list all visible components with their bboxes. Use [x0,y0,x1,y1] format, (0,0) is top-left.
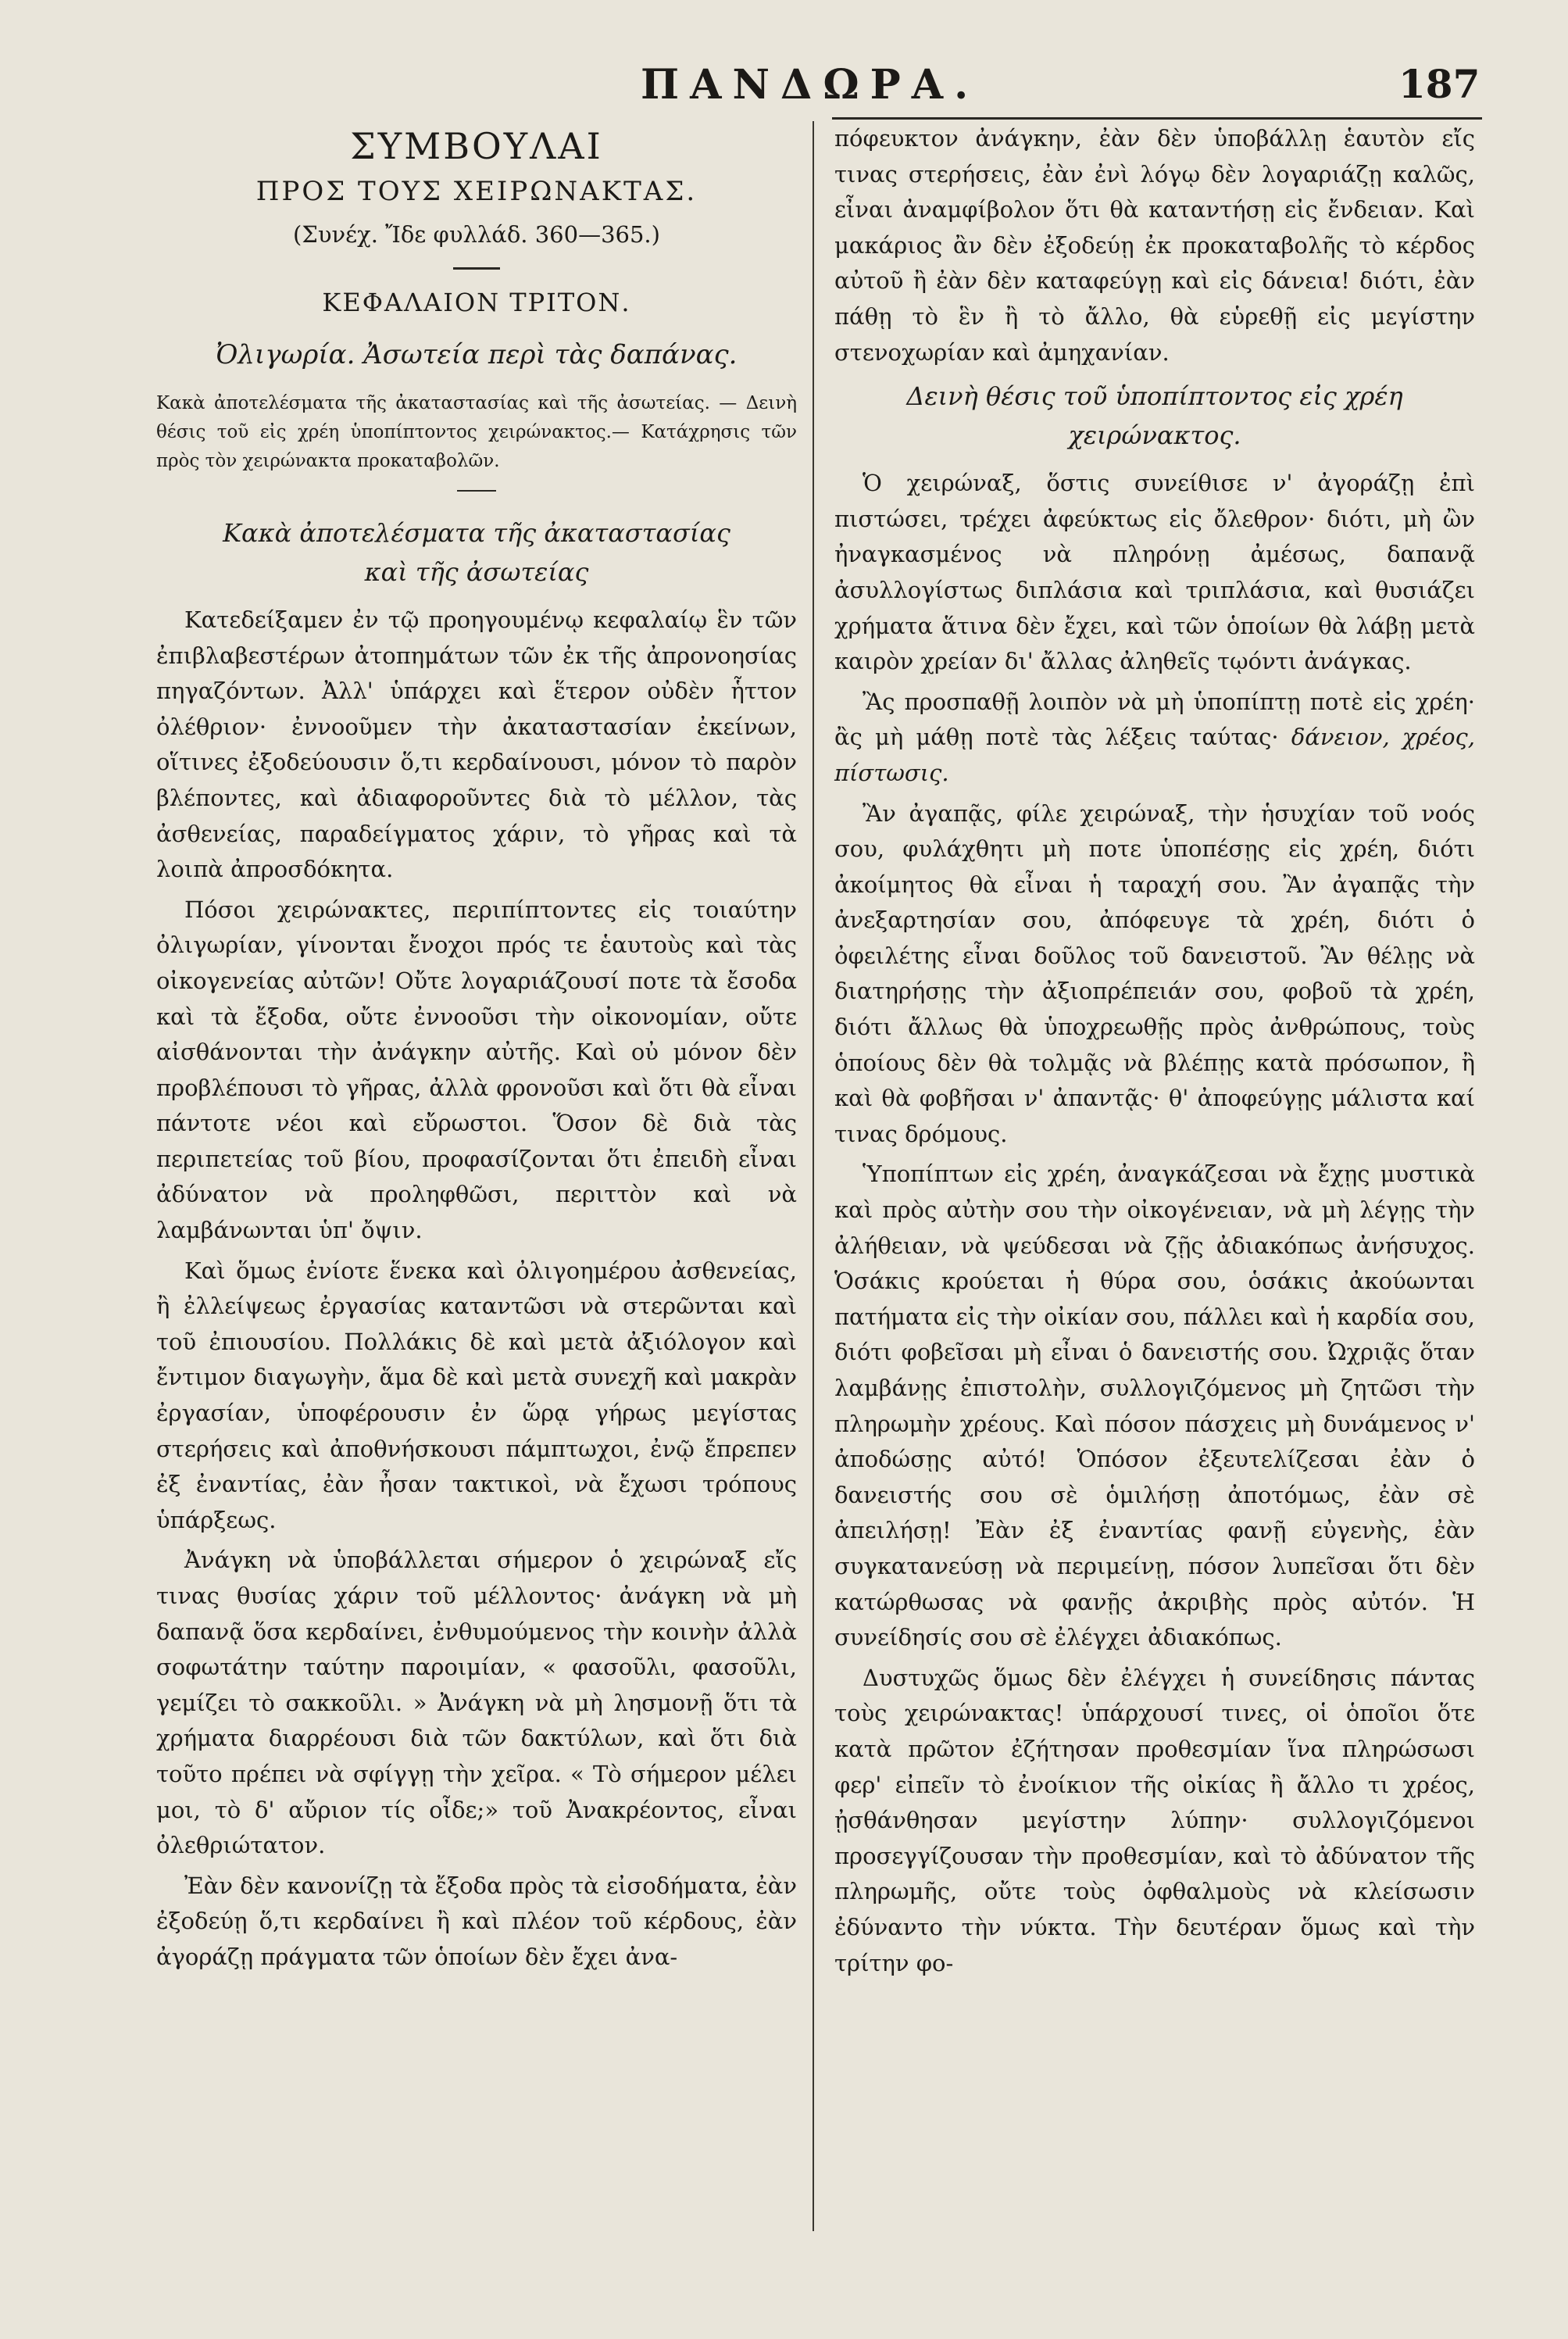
paragraph: Ἂν ἀγαπᾷς, φίλε χειρώναξ, τὴν ἡσυχίαν τοῦ νοός σου, φυλάχθητι μὴ ποτε ὑποπέσῃς εἰς χρέη, διότι ἀκοίμητος θὰ εἶναι ἡ ταραχή σου. Ἂν ἀγαπᾷς τὴν ἀνεξαρτησίαν σου, ἀπόφευγε τὰ χρέη, διότι ὁ ὀφειλέτης εἶναι δοῦλος τοῦ δανειστοῦ. Ἂν θέλῃς νὰ διατηρήσῃς τὴν ἀξιοπρέπειάν σου, φοβοῦ τὰ χρέη, διότι ἄλλως θὰ ὑποχρεωθῇς πρὸς ἀνθρώπους, τοὺς ὁποίους δὲν θὰ τολμᾷς νὰ βλέπῃς κατὰ πρόσωπον, ἢ καὶ θὰ φοβῆσαι ν' ἀπαντᾷς· θ' ἀποφεύγῃς μάλιστα καί τινας δρόμους. [834,799,1475,1147]
paragraph: Καὶ ὅμως ἐνίοτε ἕνεκα καὶ ὀλιγοημέρου ἀσθενείας, ἢ ἐλλείψεως ἐργασίας καταντῶσι νὰ στερῶνται καὶ τοῦ ἐπιουσίου. Πολλάκις δὲ καὶ μετὰ ἀξιόλογον καὶ ἔντιμον διαγωγὴν, ἅμα δὲ καὶ μετὰ συνεχῆ καὶ μακρὰν ἐργασίαν, ὑποφέρουσιν ἐν ὥρᾳ γήρως μεγίστας στερήσεις καὶ ἀποθνήσκουσι πάμπτωχοι, ἐνῷ ἔπρεπεν ἐξ ἐναντίας, ἐὰν ἦσαν τακτικοὶ, νὰ ἔχωσι τρόπους ὑπάρξεως. [156,1257,797,1533]
paragraph [834,685,1475,792]
paragraph: πόφευκτον ἀνάγκην, ἐὰν δὲν ὑποβάλλῃ ἑαυτὸν εἴς τινας στερήσεις, ἐὰν ἐνὶ λόγῳ δὲν λογαριάζῃ καλῶς, εἶναι ἀναμφίβολον ὅτι θὰ καταντήσῃ εἰς ἔνδειαν. Καὶ μακάριος ἂν δὲν ἐξοδεύῃ ἐκ προκαταβολῆς τὸ κέρδος αὐτοῦ ἢ ἐὰν δὲν καταφεύγῃ καὶ εἰς δάνεια! διότι, ἐὰν πάθῃ τὸ ἓν ἢ τὸ ἄλλο, θὰ εὑρεθῇ εἰς μεγίστην στενοχωρίαν καὶ ἀμηχανίαν. [834,125,1475,366]
chapter-summary: Κακὰ ἀποτελέσματα τῆς ἀκαταστασίας καὶ τῆς ἀσωτείας. — Δεινὴ θέσις τοῦ εἰς χρέη ὑποπίπτοντος χειρώνακτος.— Κατάχρησις τῶν πρὸς τὸν χειρώνακτα προκαταβολῶν. [156,392,797,471]
paragraph: Κατεδείξαμεν ἐν τῷ προηγουμένῳ κεφαλαίῳ ἓν τῶν ἐπιβλαβεστέρων ἀτοπημάτων τῶν ἐκ τῆς ἀπρονοησίας πηγαζόντων. Ἀλλ' ὑπάρχει καὶ ἕτερον οὐδὲν ἧττον ὀλέθριον· ἐννοοῦμεν τὴν ἀκαταστασίαν ἐκείνων, οἵτινες ἐξοδεύουσιν ὅ,τι κερδαίνουσι, μόνον τὸ παρὸν βλέποντες, καὶ ἀδιαφοροῦντες διὰ τὸ μέλλον, τὰς ἀσθενείας, παραδείγματος χάριν, τὸ γῆρας καὶ τὰ λοιπὰ ἀπροσδόκητα. [156,606,797,883]
section-heading-line-1: Δεινὴ θέσις τοῦ ὑποπίπτοντος εἰς χρέη [906,381,1403,412]
running-title: ΠΑΝΔΩΡΑ. [641,61,980,109]
paragraph: Ἐὰν δὲν κανονίζῃ τὰ ἔξοδα πρὸς τὰ εἰσοδήματα, ἐὰν ἐξοδεύῃ ὅ,τι κερδαίνει ἢ καὶ πλέον τοῦ κέρδους, ἐὰν ἀγοράζῃ πράγματα τῶν ὁποίων δὲν ἔχει ἀνα- [156,1872,797,1970]
continuation-note: (Συνέχ. Ἴδε φυλλάδ. 360—365.) [293,221,660,249]
article-title: ΣΥΜΒΟΥΛΑΙ [350,125,603,167]
section-heading-line-2: χειρώνακτος. [1068,420,1241,451]
section-heading-line-1: Κακὰ ἀποτελέσματα τῆς ἀκαταστασίας [223,517,730,548]
chapter-heading: ΚΕΦΑΛΑΙΟΝ ΤΡΙΤΟΝ. [322,287,631,317]
paragraph: Δυστυχῶς ὅμως δὲν ἐλέγχει ἡ συνείδησις πάντας τοὺς χειρώνακτας! ὑπάρχουσί τινες, οἱ ὁποῖοι ὅτε κατὰ πρῶτον ἐζήτησαν προθεσμίαν ἵνα πληρώσωσι φερ' εἰπεῖν τὸ ἐνοίκιον τῆς οἰκίας ἢ ἄλλο τι χρέος, ᾐσθάνθησαν μεγίστην λύπην· συλλογιζόμενοι προσεγγίζουσαν τὴν προθεσμίαν, καὶ τὸ ἀδύνατον τῆς πληρωμῆς, οὔτε τοὺς ὀφθαλμοὺς νὰ κλείσωσιν ἐδύναντο τὴν νύκτα. Τὴν δευτέραν ὅμως καὶ τὴν τρίτην φο- [834,1664,1475,1976]
left-column [156,121,797,1980]
topics-line: Ὀλιγωρία. Ἀσωτεία περὶ τὰς δαπάνας. [216,339,738,371]
page-number: 187 [1398,61,1480,107]
title-dash [453,267,500,270]
right-column [834,121,1475,1986]
section-heading-line-2: καὶ τῆς ἀσωτείας [364,556,589,587]
paragraph: Ὑποπίπτων εἰς χρέη, ἀναγκάζεσαι νὰ ἔχῃς μυστικὰ καὶ πρὸς αὐτὴν σου τὴν οἰκογένειαν, νὰ μὴ λέγῃς τὴν ἀλήθειαν, νὰ ψεύδεσαι νὰ ζῇς ἀδιακόπως ἀνήσυχος. Ὁσάκις κρούεται ἡ θύρα σου, ὁσάκις ἀκούωνται πατήματα εἰς τὴν οἰκίαν σου, πάλλει καὶ ἡ καρδία σου, διότι φοβεῖσαι μὴ εἶναι ὁ δανειστής σου. Ὠχριᾷς ὅταν λαμβάνῃς ἐπιστολὴν, συλλογιζόμενος μὴ ζητῶσι τὴν πληρωμὴν χρέους. Καὶ πόσον πάσχεις μὴ δυνάμενος ν' ἀποδώσῃς αὐτό! Ὁπόσον ἐξευτελίζεσαι ἐὰν ὁ δανειστής σου σὲ ὁμιλήσῃ ἀποτόμως, ἐὰν σὲ ἀπειλήσῃ! Ἐὰν ἐξ ἐναντίας φανῇ εὐγενὴς, ἐὰν συγκατανεύσῃ νὰ περιμείνῃ, πόσον λυπεῖσαι ὅτι δὲν κατώρθωσας νὰ φανῇς ἀκριβὴς πρὸς αὐτόν. Ἡ συνείδησίς σου σὲ ἐλέγχει ἀδιακόπως. [834,1161,1475,1651]
italic-words: δάνειον, χρέος, πίστωσις. [834,724,1476,786]
paragraph: Ὁ χειρώναξ, ὅστις συνείθισε ν' ἀγοράζῃ ἐπὶ πιστώσει, τρέχει ἀφεύκτως εἰς ὄλεθρον· διότι, μὴ ὢν ἠναγκασμένος νὰ πληρόνῃ ἀμέσως, δαπανᾷ ἀσυλλογίστως διπλάσια καὶ τριπλάσια, καὶ θυσιάζει χρήματα ἅτινα δὲν ἔχει, καὶ τῶν ὁποίων θὰ λάβῃ μετὰ καιρὸν χρείαν δι' ἄλλας ἀληθεῖς τῳόντι ἀνάγκας. [834,470,1475,675]
paragraph: Ἀνάγκη νὰ ὑποβάλλεται σήμερον ὁ χειρώναξ εἴς τινας θυσίας χάριν τοῦ μέλλοντος· ἀνάγκη νὰ μὴ δαπανᾷ ὅσα κερδαίνει, ἐνθυμούμενος τὴν κοινὴν ἀλλὰ σοφωτάτην ταύτην παροιμίαν, « φασοῦλι, φασοῦλι, γεμίζει τὸ σακκοῦλι. » Ἀνάγκη νὰ μὴ λησμονῇ ὅτι τὰ χρήματα διαρρέουσι διὰ τῶν δακτύλων, καὶ ὅτι διὰ τοῦτο πρέπει νὰ σφίγγῃ τὴν χεῖρα. « Τὸ σήμερον μέλει μοι, τὸ δ' αὔριον τίς οἶδε;» τοῦ Ἀνακρέοντος, εἶναι ὀλεθριώτατον. [156,1547,797,1859]
paragraph-text: Ἂς προσπαθῇ λοιπὸν νὰ μὴ ὑποπίπτῃ ποτὲ εἰς χρέη· ἂς μὴ μάθῃ ποτὲ τὰς λέξεις ταύτας· [834,688,1475,751]
header-rule [832,117,1482,120]
column-divider [813,121,814,2231]
paragraph: Πόσοι χειρώνακτες, περιπίπτοντες εἰς τοιαύτην ὀλιγωρίαν, γίνονται ἔνοχοι πρός τε ἑαυτοὺς καὶ τὰς οἰκογενείας αὐτῶν! Οὔτε λογαριάζουσί ποτε τὰ ἔσοδα καὶ τὰ ἔξοδα, οὔτε ἐννοοῦσι τὴν οἰκονομίαν, οὔτε αἰσθάνονται τὴν ἀνάγκην αὐτῆς. Καὶ οὐ μόνον δὲν προβλέπουσι τὸ γῆρας, ἀλλὰ φρονοῦσι καὶ ὅτι θὰ εἶναι πάντοτε νέοι καὶ εὔρωστοι. Ὅσον δὲ διὰ τὰς περιπετείας τοῦ βίου, προφασίζονται ὅτι ἐπειδὴ εἶναι ἀδύνατον νὰ προληφθῶσι, περιττὸν καὶ νὰ λαμβάνωνται ὑπ' ὄψιν. [156,896,797,1244]
page-header [0,61,1568,116]
summary-rule [457,490,496,492]
section-heading [834,377,1475,455]
article-subtitle: ΠΡΟΣ ΤΟΥΣ ΧΕΙΡΩΝΑΚΤΑΣ. [255,175,698,207]
section-heading [156,513,797,592]
